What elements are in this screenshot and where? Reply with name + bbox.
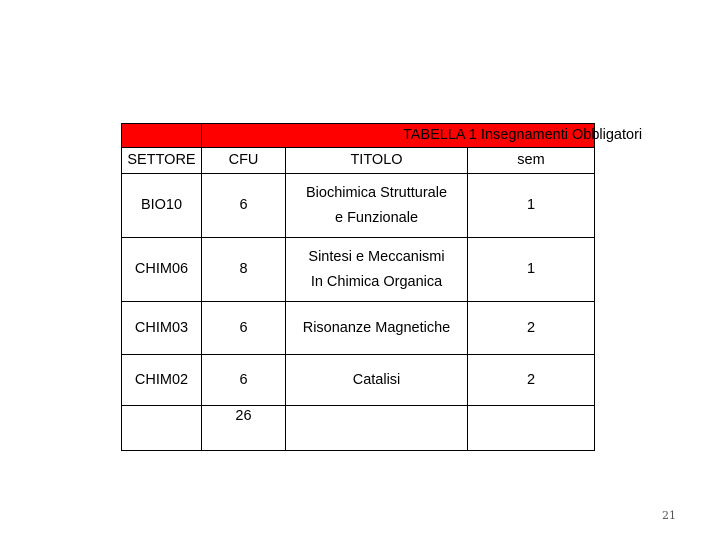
table-row [122,238,595,302]
cell-sem: 2 [468,355,595,406]
page-number: 21 [662,509,676,522]
header-titolo: TITOLO [286,148,468,174]
title-band-cell [122,124,202,148]
cell-sem: 1 [468,174,595,238]
header-row [122,148,595,174]
cell-titolo: Risonanze Magnetiche [286,302,468,355]
cell-sem: 1 [468,238,595,302]
cell-cfu: 6 [202,355,286,406]
courses-table-container [121,123,643,445]
total-row [122,406,595,451]
header-settore: SETTORE [122,148,202,174]
titolo-line: Sintesi e Meccanismi [308,248,445,265]
total-empty-cell [286,406,468,451]
cell-cfu: 6 [202,302,286,355]
table-title: TABELLA 1 Insegnamenti Obbligatori [403,127,643,143]
total-cfu: 26 [202,406,286,451]
cell-sem: 2 [468,302,595,355]
cell-cfu: 8 [202,238,286,302]
cell-titolo [286,238,468,302]
titolo-line: Biochimica Strutturale [305,184,448,201]
titolo-line: e Funzionale [334,209,419,226]
total-empty-cell [468,406,595,451]
cell-settore: BIO10 [122,174,202,238]
cell-settore: CHIM02 [122,355,202,406]
titolo-line: In Chimica Organica [310,273,443,290]
total-empty-cell [122,406,202,451]
header-sem: sem [468,148,595,174]
cell-titolo: Catalisi [286,355,468,406]
header-cfu: CFU [202,148,286,174]
table-row [122,302,595,355]
cell-settore: CHIM06 [122,238,202,302]
cell-settore: CHIM03 [122,302,202,355]
cell-cfu: 6 [202,174,286,238]
table-row [122,174,595,238]
cell-titolo [286,174,468,238]
table-row [122,355,595,406]
courses-table [121,123,643,451]
